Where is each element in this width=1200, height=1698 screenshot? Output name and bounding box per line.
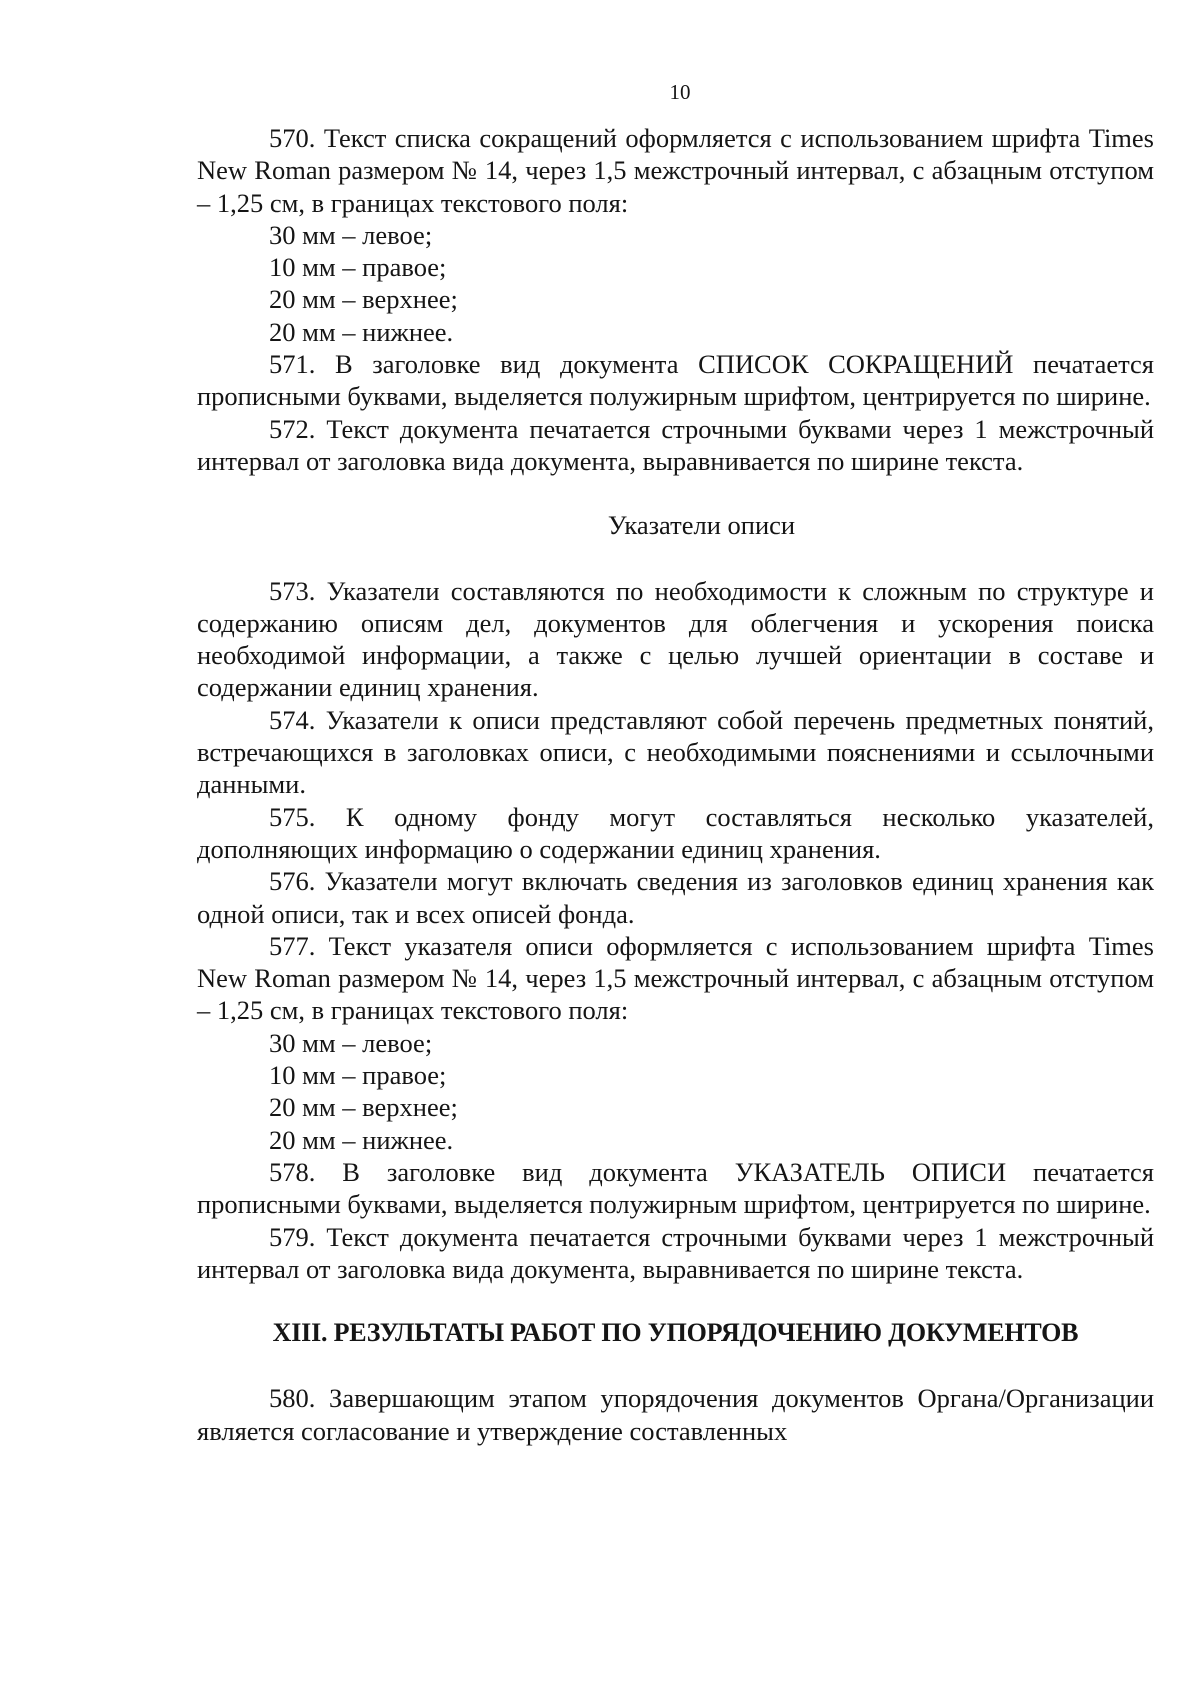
- paragraph-580: 580. Завершающим этапом упорядочения документов Органа/Организации является согласование и утверждение составленных: [197, 1383, 1154, 1446]
- paragraph-575: 575. К одному фонду могут составляться несколько указателей, дополняющих информацию о содержании единиц хранения.: [197, 801, 1154, 864]
- margin-item-right: 10 мм – правое;: [269, 1060, 447, 1091]
- paragraph-570: 570. Текст списка сокращений оформляется с использованием шрифта Times New Roman размером № 14, через 1,5 межстрочный интервал, с абзацным отступом – 1,25 см, в границах текстового поля:: [197, 123, 1154, 218]
- margin-item-top: 20 мм – верхнее;: [269, 1092, 458, 1123]
- margin-item-bottom: 20 мм – нижнее.: [269, 316, 454, 347]
- margin-item-top: 20 мм – верхнее;: [269, 284, 458, 315]
- paragraph-578: 578. В заголовке вид документа УКАЗАТЕЛЬ ОПИСИ печатается прописными буквами, выделяется полужирным шрифтом, центрируется по ширине.: [197, 1156, 1154, 1220]
- paragraph-571: 571. В заголовке вид документа СПИСОК СОКРАЩЕНИЙ печатается прописными буквами, выделяется полужирным шрифтом, центрируется по ширине.: [197, 349, 1154, 412]
- document-body: [197, 122, 1154, 1447]
- paragraph-576: 576. Указатели могут включать сведения из заголовков единиц хранения как одной описи, так и всех описей фонда.: [197, 866, 1154, 929]
- margin-item-bottom: 20 мм – нижнее.: [269, 1124, 454, 1155]
- paragraph-573: 573. Указатели составляются по необходимости к сложным по структуре и содержанию описям дел, документов для облегчения и ускорения поиска необходимой информации, а также с целью лучшей ориентации в составе и содержании единиц хранения.: [197, 575, 1154, 703]
- paragraph-579: 579. Текст документа печатается строчными буквами через 1 межстрочный интервал от заголовка вида документа, выравнивается по ширине текста.: [197, 1221, 1154, 1284]
- margin-item-right: 10 мм – правое;: [269, 252, 447, 283]
- chapter-heading: XIII. РЕЗУЛЬТАТЫ РАБОТ ПО УПОРЯДОЧЕНИЮ ДОКУМЕНТОВ: [272, 1318, 1079, 1348]
- margin-item-left: 30 мм – левое;: [269, 219, 433, 250]
- paragraph-574: 574. Указатели к описи представляют собой перечень предметных понятий, встречающихся в заголовках описи, с необходимыми пояснениями и ссылочными данными.: [197, 704, 1154, 800]
- paragraph-577: 577. Текст указателя описи оформляется с использованием шрифта Times New Roman размером № 14, через 1,5 межстрочный интервал, с абзацным отступом – 1,25 см, в границах текстового поля:: [197, 930, 1154, 1026]
- paragraph-572: 572. Текст документа печатается строчными буквами через 1 межстрочный интервал от заголовка вида документа, выравнивается по ширине текста.: [197, 413, 1154, 476]
- section-subheading: Указатели описи: [607, 510, 796, 541]
- page-number: 10: [669, 80, 691, 104]
- margin-item-left: 30 мм – левое;: [269, 1027, 433, 1058]
